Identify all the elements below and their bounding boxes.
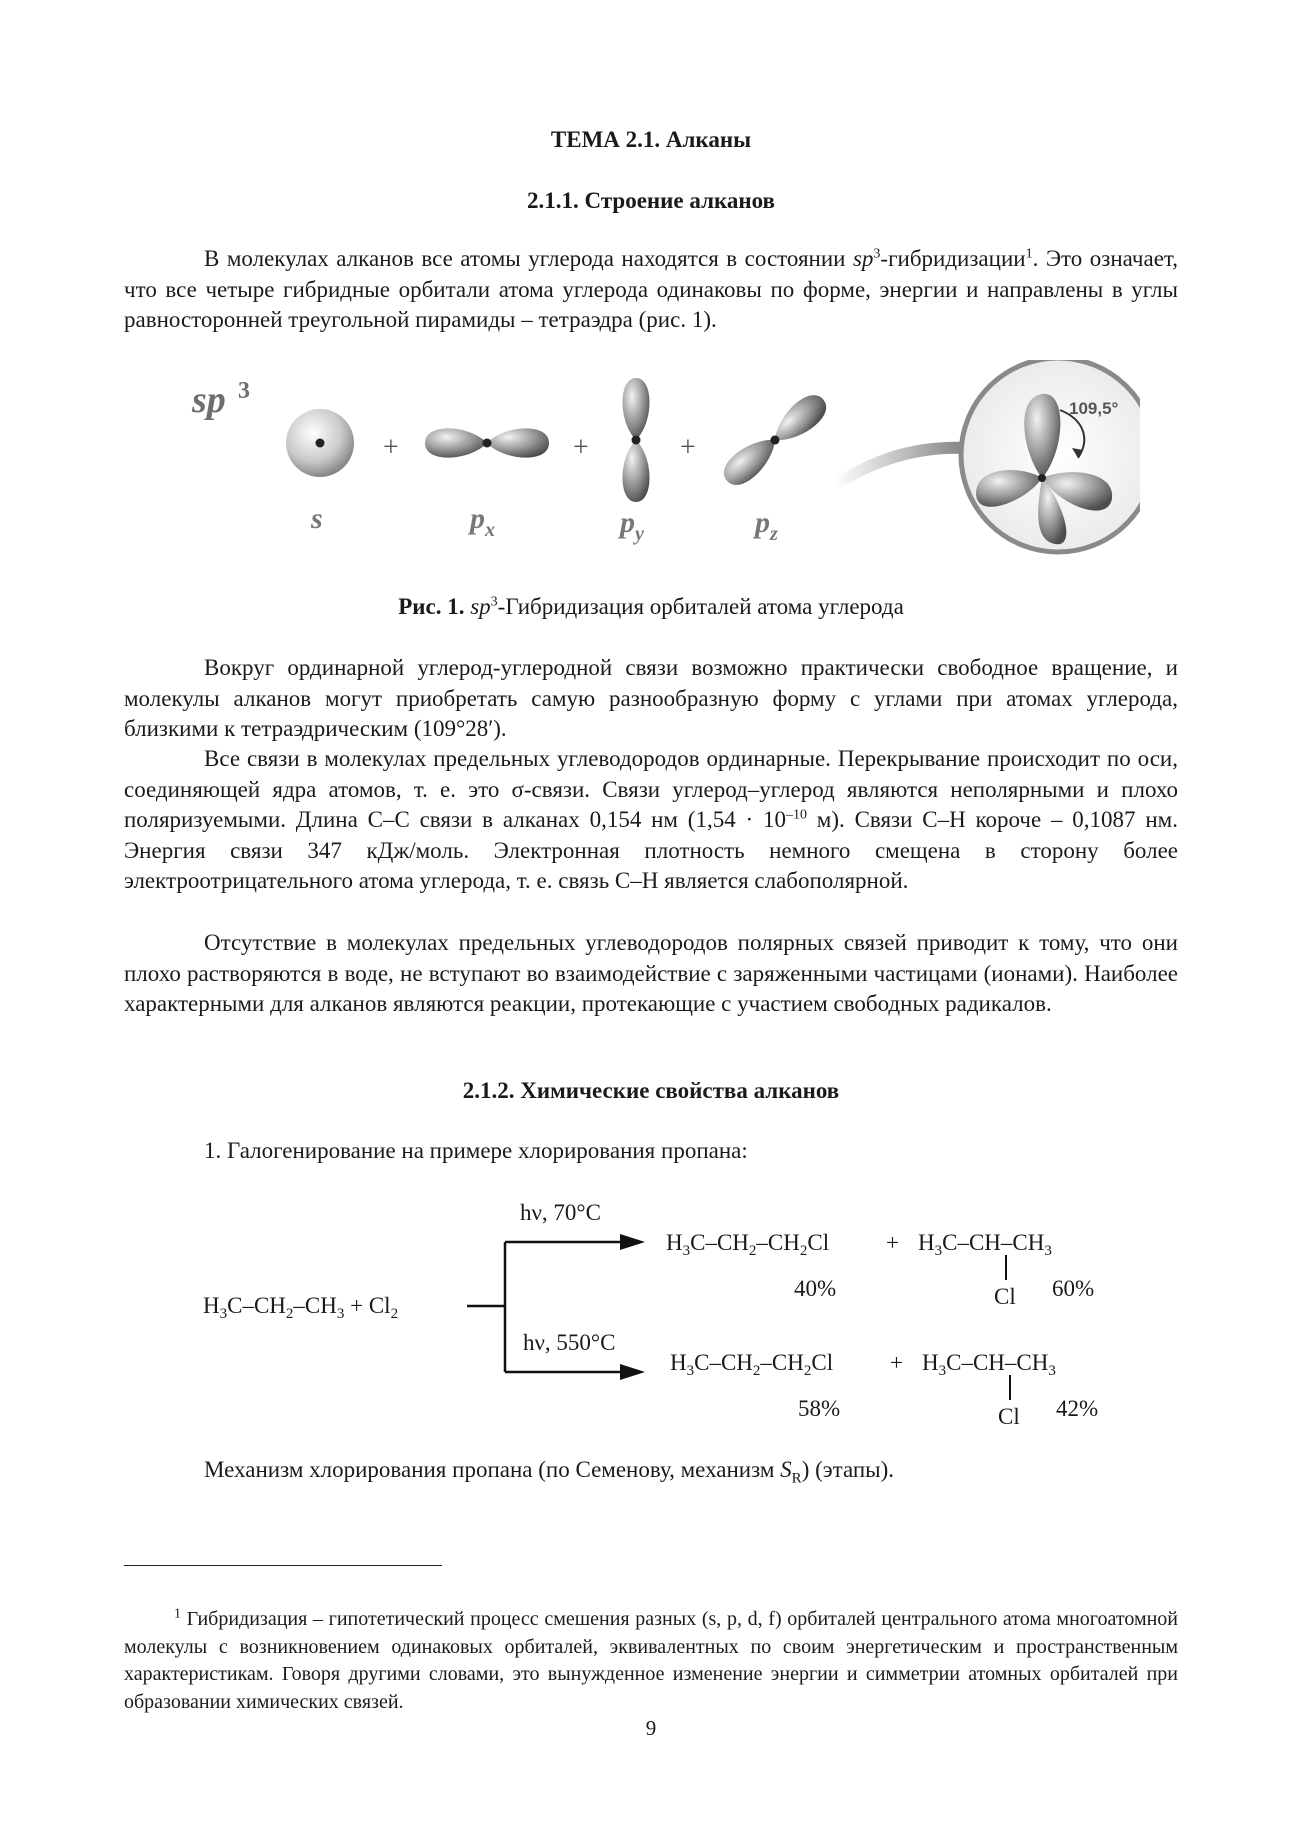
section-title-structure: 2.1.1. Строение алканов: [527, 188, 775, 213]
pz-orbital-label: $p_z$: [755, 506, 778, 545]
sp3-label: sp: [192, 379, 226, 421]
top-product-2: $H_3C-CH-CH_3$: [918, 1230, 1052, 1259]
plus-sign-3: +: [680, 432, 696, 463]
bottom-yield-2: 42%: [1056, 1396, 1099, 1421]
bond-angle-label: 109,5°: [1069, 399, 1119, 418]
intro-paragraph: В молекулах алканов все атомы углерода находятся в состоянии $sp^3-гибридизации^1$. Это означает, что все четыре гибридные орбитали атома углерода одинаковы по форме, энергии и направлены в углы равносторонней треугольной пирамиды – тетраэдра (рис. 1).: [124, 246, 1178, 332]
condition-bottom: hν, 550°C: [523, 1330, 616, 1355]
pz-orbital: [717, 388, 832, 491]
px-orbital-label: $p_x$: [470, 502, 495, 541]
mechanism-line: Механизм хлорирования пропана (по Семенову, механизм $S_R$) (этапы).: [204, 1457, 895, 1487]
paragraph-reactivity: Отсутствие в молекулах предельных углеводородов полярных связей приводит к тому, что они плохо растворяются в воде, не вступают во взаимодействие с заряженными частицами (ионами). Наиболее характерными для алканов являются реакции, протекающие с участием свободных радикалов.: [124, 930, 1178, 1016]
plus-sign-1: +: [383, 432, 399, 463]
bottom-product-1: $H_3C-CH_2-CH_2Cl$: [670, 1350, 834, 1379]
paragraph-bonds: Все связи в молекулах предельных углеводородов ординарные. Перекрывание происходит по оси, соединяющей ядра атомов, т. е. это σ-связи. Связи углерод–углерод являются неполярными и плохо поляризуемыми. Длина С–С связи в алканах 0,154 нм ($1,54 \cdot 10^{-10}$ м). Связи С–Н короче – 0,1087 нм. Энергия связи 347 кДж/моль. Электронная плотность немного смещена в сторону более электроотрицательного атома углерода, т. е. связь С–Н является слабополярной.: [124, 746, 1178, 893]
hybridization-figure: [180, 360, 1140, 595]
py-orbital-label: $p_y$: [620, 506, 644, 545]
plus-bottom: +: [890, 1350, 903, 1375]
top-yield-1: 40%: [794, 1276, 837, 1301]
px-orbital: [425, 428, 549, 457]
reaction-arrow-top: [620, 1234, 645, 1250]
footnote: $^1$ Гибридизация – гипотетический процесс смешения разных (s, p, d, f) орбиталей центрального атома многоатомной молекулы с возникновением одинаковых орбиталей, эквивалентных по своим энергетическим и пространственным характеристикам. Говоря другими словами, это вынужденное изменение энергии и симметрии атомных орбиталей при образовании химических связей.: [124, 1606, 1178, 1713]
paragraph-rotation: Вокруг ординарной углерод-углеродной связи возможно практически свободное вращение, и молекулы алканов могут приобретать самую разнообразную форму с углами при атомах углерода, близкими к тетраэдрическим (109°28′).: [124, 655, 1178, 741]
condition-top: hν, 70°C: [520, 1200, 601, 1225]
top-product-1: $H_3C-CH_2-CH_2Cl$: [666, 1230, 830, 1259]
list-item-halogenation: 1. Галогенирование на примере хлорирования пропана:: [204, 1138, 748, 1163]
py-orbital: [623, 378, 650, 502]
figure-caption: Рис. 1. $sp^3$-Гибридизация орбиталей атома углерода: [398, 594, 904, 619]
topic-title: ТЕМА 2.1. Алканы: [550, 127, 752, 152]
reaction-arrow-bottom: [620, 1364, 645, 1380]
bottom-product-2: $H_3C-CH-CH_3$: [922, 1350, 1056, 1379]
reactant-formula: $H_3C-CH_2-CH_3 + Cl_2$: [203, 1293, 399, 1322]
bottom-product-2-chlorine: Cl: [998, 1404, 1020, 1429]
section-title-properties: 2.1.2. Химические свойства алканов: [462, 1078, 840, 1103]
bottom-yield-1: 58%: [798, 1396, 841, 1421]
s-orbital-label: s: [311, 502, 323, 535]
s-orbital: [286, 409, 354, 477]
footnote-divider: [124, 1565, 442, 1566]
footnote-ref: 1: [1025, 246, 1033, 262]
sp3-exponent: 3: [238, 378, 250, 404]
plus-top: +: [886, 1230, 899, 1255]
plus-sign-2: +: [573, 432, 589, 463]
page-number: 9: [645, 1716, 657, 1740]
top-product-2-chlorine: Cl: [994, 1284, 1016, 1309]
sp3-hybrid-orbitals: [961, 360, 1140, 552]
top-yield-2: 60%: [1052, 1276, 1095, 1301]
